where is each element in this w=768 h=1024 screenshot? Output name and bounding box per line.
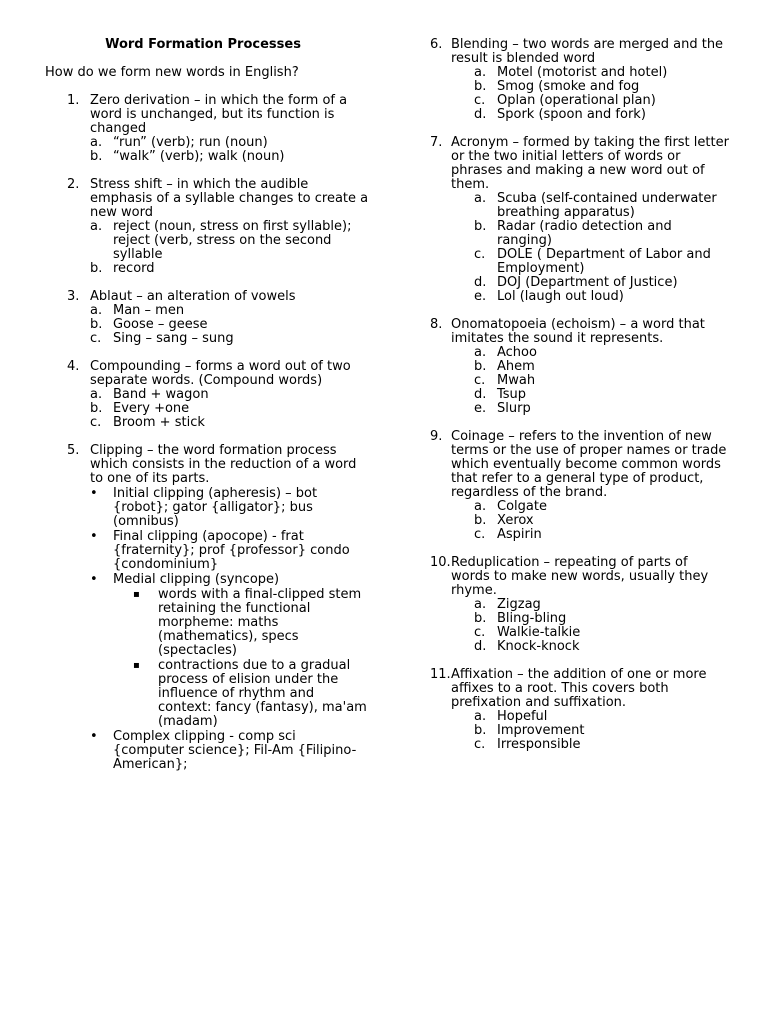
list-item: [45, 178, 370, 276]
bullet-text: Medial clipping (syncope): [113, 572, 280, 587]
left-column: [45, 38, 370, 772]
sub-item: [45, 136, 370, 150]
item-text: Stress shift – in which the audible emphasis of a syllable changes to create a new word: [90, 177, 369, 220]
item-number: 1.: [67, 93, 80, 108]
sub-item: [45, 150, 370, 164]
sub-text: Bling-bling: [497, 611, 567, 626]
sub-item: [430, 710, 730, 724]
bullet-text: Complex clipping - comp sci {computer science}; Fil-Am {Filipino-American};: [113, 729, 357, 772]
sub-text: Goose – geese: [113, 317, 208, 332]
item-text: Blending – two words are merged and the result is blended word: [451, 37, 724, 66]
sub-text: “walk” (verb); walk (noun): [113, 149, 285, 164]
item-number: 11.: [430, 667, 451, 682]
left-list: [45, 94, 370, 772]
sub-item: [430, 388, 730, 402]
sub-item: [430, 514, 730, 528]
sub-letter: a.: [474, 345, 487, 360]
sub-text: Mwah: [497, 373, 536, 388]
list-item: [430, 430, 730, 542]
sub-item: [430, 220, 730, 248]
sub-item: [45, 220, 370, 262]
list-item: [430, 668, 730, 752]
item-text: Acronym – formed by taking the first letter or the two initial letters of words or phrases and making a new word out of them.: [451, 135, 729, 192]
item-heading: [430, 136, 730, 192]
sub-text: Sing – sang – sung: [113, 331, 234, 346]
sub-text: reject (noun, stress on first syllable); reject (verb, stress on the second syllable: [113, 219, 352, 262]
sub-text: Lol (laugh out loud): [497, 289, 624, 304]
sub-letter: b.: [90, 401, 103, 416]
sub-item: [430, 276, 730, 290]
sub-item: [45, 388, 370, 402]
item-number: 3.: [67, 289, 80, 304]
item-heading: [45, 178, 370, 220]
sub-letter: a.: [474, 597, 487, 612]
sub-text: Band + wagon: [113, 387, 209, 402]
sub-text: Xerox: [497, 513, 534, 528]
list-item: [430, 136, 730, 304]
sub-item: [430, 290, 730, 304]
sub-text: Tsup: [497, 387, 527, 402]
sub-item: [45, 304, 370, 318]
sub-item: [430, 626, 730, 640]
item-heading: [45, 444, 370, 486]
sub-letter: c.: [90, 415, 102, 430]
sub-item: [45, 318, 370, 332]
sub-item: [430, 598, 730, 612]
bullet-dot: •: [90, 529, 98, 544]
sub-bullet-item: [45, 659, 370, 729]
sub-item: [430, 94, 730, 108]
sub-text: Radar (radio detection and ranging): [497, 219, 672, 248]
sub-item: [430, 108, 730, 122]
sub-letter: b.: [90, 261, 103, 276]
item-number: 4.: [67, 359, 80, 374]
sub-letter: c.: [474, 625, 486, 640]
sub-letter: d.: [474, 107, 487, 122]
sub-text: Scuba (self-contained underwater breathing apparatus): [497, 191, 717, 220]
sub-item: [430, 738, 730, 752]
sub-text: Knock-knock: [497, 639, 580, 654]
sub-text: Broom + stick: [113, 415, 205, 430]
item-heading: [430, 430, 730, 500]
sub-item: [430, 528, 730, 542]
sub-letter: a.: [90, 303, 103, 318]
sub-item: [430, 192, 730, 220]
bullet-item: [45, 487, 370, 529]
square-bullet: ▪: [133, 589, 140, 600]
sub-letter: c.: [474, 247, 486, 262]
item-text: Reduplication – repeating of parts of words to make new words, usually they rhyme.: [451, 555, 709, 598]
sub-letter: a.: [90, 135, 103, 150]
sub-text: Aspirin: [497, 527, 542, 542]
sub-letter: b.: [474, 359, 487, 374]
sub-letter: b.: [474, 219, 487, 234]
item-text: Coinage – refers to the invention of new terms or the use of proper names or trade which eventually become common words that refer to a general type of product, regardless of the brand.: [451, 429, 727, 500]
item-text: Compounding – forms a word out of two separate words. (Compound words): [90, 359, 351, 388]
sub-text: Every +one: [113, 401, 190, 416]
list-item: [45, 360, 370, 430]
sub-item: [45, 416, 370, 430]
sub-text: Colgate: [497, 499, 547, 514]
sub-bullet-text: words with a final-clipped stem retaining the functional morpheme: maths (mathematics), specs (spectacles): [158, 587, 362, 658]
bullet-text: Final clipping (apocope) - frat {fraternity}; prof {professor} condo {condominium}: [113, 529, 350, 572]
sub-item: [430, 402, 730, 416]
item-number: 9.: [430, 429, 443, 444]
sub-letter: d.: [474, 639, 487, 654]
sub-letter: e.: [474, 401, 487, 416]
bullet-text: Initial clipping (apheresis) – bot {robot}; gator {alligator}; bus (omnibus): [113, 486, 318, 529]
sub-text: Man – men: [113, 303, 185, 318]
sub-letter: c.: [474, 527, 486, 542]
sub-text: Walkie-talkie: [497, 625, 581, 640]
item-number: 8.: [430, 317, 443, 332]
item-heading: [430, 668, 730, 710]
sub-item: [430, 80, 730, 94]
sub-letter: c.: [474, 737, 486, 752]
sub-letter: a.: [474, 191, 487, 206]
bullet-dot: •: [90, 572, 98, 587]
sub-text: DOLE ( Department of Labor and Employment): [497, 247, 711, 276]
sub-text: Motel (motorist and hotel): [497, 65, 668, 80]
list-item: [430, 556, 730, 654]
sub-item: [430, 248, 730, 276]
sub-item: [430, 374, 730, 388]
sub-bullet-item: [45, 588, 370, 658]
sub-text: Ahem: [497, 359, 535, 374]
list-item: [45, 444, 370, 772]
item-text: Onomatopoeia (echoism) – a word that imitates the sound it represents.: [451, 317, 705, 346]
sub-letter: a.: [474, 499, 487, 514]
sub-letter: a.: [90, 219, 103, 234]
item-number: 5.: [67, 443, 80, 458]
sub-text: Irresponsible: [497, 737, 581, 752]
sub-text: Improvement: [497, 723, 585, 738]
sub-text: “run” (verb); run (noun): [113, 135, 268, 150]
item-number: 10.: [430, 555, 451, 570]
sub-text: Zigzag: [497, 597, 541, 612]
sub-item: [430, 724, 730, 738]
item-text: Ablaut – an alteration of vowels: [90, 289, 296, 304]
sub-letter: c.: [474, 93, 486, 108]
sub-item: [45, 262, 370, 276]
page-title: Word Formation Processes: [105, 37, 301, 52]
sub-text: DOJ (Department of Justice): [497, 275, 678, 290]
sub-text: Spork (spoon and fork): [497, 107, 646, 122]
sub-letter: d.: [474, 275, 487, 290]
sub-letter: b.: [474, 79, 487, 94]
sub-bullet-text: contractions due to a gradual process of elision under the influence of rhythm and context: fancy (fantasy), ma'am (madam): [158, 658, 367, 729]
item-heading: [430, 318, 730, 346]
list-item: [430, 38, 730, 122]
sub-letter: c.: [90, 331, 102, 346]
sub-text: record: [113, 261, 155, 276]
sub-item: [45, 402, 370, 416]
sub-letter: a.: [90, 387, 103, 402]
sub-text: Smog (smoke and fog: [497, 79, 640, 94]
sub-letter: b.: [474, 611, 487, 626]
sub-item: [430, 360, 730, 374]
sub-item: [430, 346, 730, 360]
bullet-dot: •: [90, 486, 98, 501]
list-item: [430, 318, 730, 416]
item-number: 6.: [430, 37, 443, 52]
item-heading: [45, 290, 370, 304]
item-number: 7.: [430, 135, 443, 150]
item-text: Zero derivation – in which the form of a word is unchanged, but its function is changed: [90, 93, 348, 136]
list-item: [45, 290, 370, 346]
sub-letter: e.: [474, 289, 487, 304]
sub-text: Hopeful: [497, 709, 548, 724]
sub-item: [430, 612, 730, 626]
bullet-item: [45, 730, 370, 772]
bullet-item: [45, 530, 370, 572]
sub-letter: d.: [474, 387, 487, 402]
sub-letter: b.: [90, 317, 103, 332]
sub-text: Slurp: [497, 401, 531, 416]
item-heading: [45, 94, 370, 136]
square-bullet: ▪: [133, 660, 140, 671]
item-heading: [45, 360, 370, 388]
sub-letter: c.: [474, 373, 486, 388]
sub-letter: b.: [90, 149, 103, 164]
item-number: 2.: [67, 177, 80, 192]
list-item: [45, 94, 370, 164]
item-heading: [430, 556, 730, 598]
bullet-dot: •: [90, 729, 98, 744]
right-list: [430, 38, 730, 752]
right-column: [430, 38, 730, 752]
sub-item: [45, 332, 370, 346]
sub-text: Oplan (operational plan): [497, 93, 656, 108]
item-text: Affixation – the addition of one or more affixes to a root. This covers both prefixation and suffixation.: [451, 667, 707, 710]
sub-letter: b.: [474, 513, 487, 528]
item-heading: [430, 38, 730, 66]
sub-item: [430, 640, 730, 654]
sub-text: Achoo: [497, 345, 537, 360]
intro-question: How do we form new words in English?: [45, 65, 299, 80]
sub-letter: a.: [474, 65, 487, 80]
item-text: Clipping – the word formation process which consists in the reduction of a word to one of its parts.: [90, 443, 357, 486]
sub-letter: a.: [474, 709, 487, 724]
sub-letter: b.: [474, 723, 487, 738]
bullet-item: [45, 573, 370, 587]
sub-item: [430, 500, 730, 514]
sub-item: [430, 66, 730, 80]
